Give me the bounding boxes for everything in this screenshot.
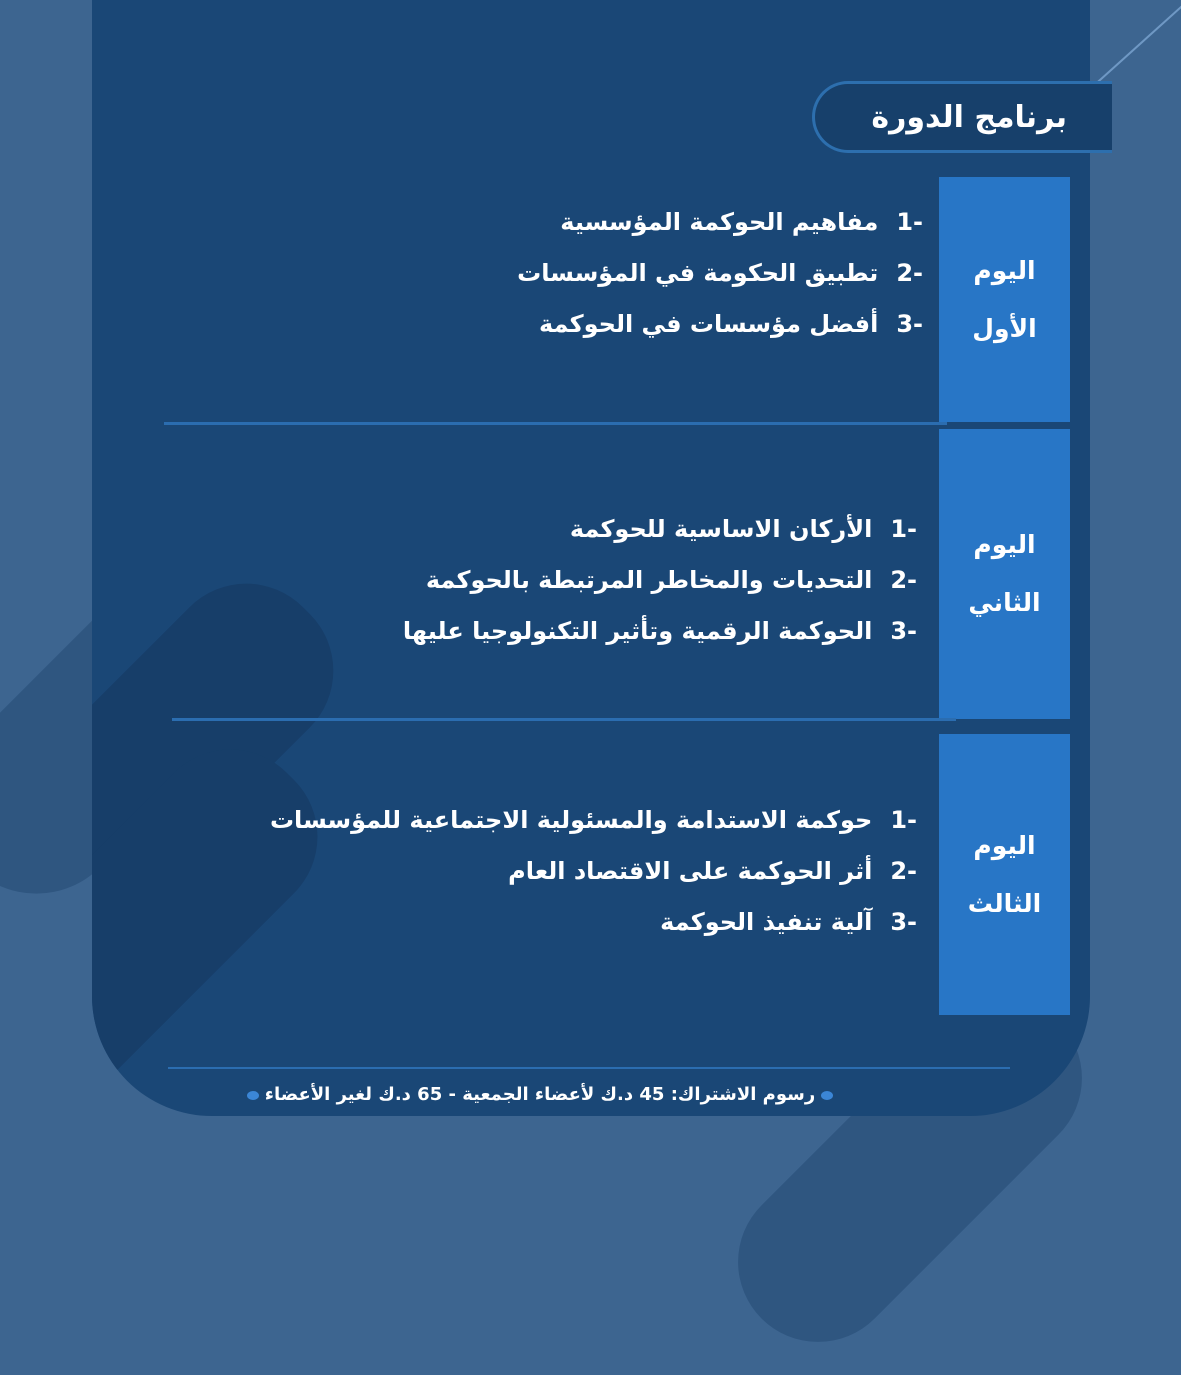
fees-footer <box>180 1078 900 1112</box>
day-topics-first <box>517 197 923 350</box>
bullet-dot-icon <box>821 1091 833 1100</box>
day-label-line2: الثاني <box>968 588 1041 617</box>
topic-item <box>270 846 917 897</box>
topic-text: حوكمة الاستدامة والمسئولية الاجتماعية للمؤسسات <box>269 806 873 834</box>
topic-number: -1 <box>896 208 923 236</box>
page-title: برنامج الدورة <box>871 100 1067 135</box>
day-topics-second <box>403 504 917 657</box>
topic-text: مفاهيم الحوكمة المؤسسية <box>560 208 879 236</box>
topic-text: الأركان الاساسية للحوكمة <box>569 515 873 543</box>
day-label-third <box>939 734 1070 1015</box>
topic-number: -2 <box>896 259 923 287</box>
day-label-line2: الثالث <box>967 888 1042 918</box>
topic-item <box>517 248 923 299</box>
day-label-line1: اليوم <box>973 530 1036 559</box>
topic-text: الحوكمة الرقمية وتأثير التكنولوجيا عليها <box>402 617 873 645</box>
topic-number: -1 <box>890 515 917 543</box>
topic-text: آلية تنفيذ الحوكمة <box>660 908 873 936</box>
topic-item <box>403 555 917 606</box>
topic-item <box>270 897 917 948</box>
topic-number: -2 <box>890 857 917 885</box>
topic-number: -3 <box>890 908 917 936</box>
topic-item <box>517 299 923 350</box>
topic-item <box>403 606 917 657</box>
day-label-second <box>939 429 1070 719</box>
topic-item <box>517 197 923 248</box>
day-label-first <box>939 177 1070 422</box>
topic-text: التحديات والمخاطر المرتبطة بالحوكمة <box>425 566 873 594</box>
topic-text: تطبيق الحكومة في المؤسسات <box>517 259 879 287</box>
topic-text: أثر الحوكمة على الاقتصاد العام <box>508 857 873 885</box>
topic-number: -2 <box>890 566 917 594</box>
topic-number: -3 <box>896 310 923 338</box>
day-label-line1: اليوم <box>973 255 1036 285</box>
section-divider <box>172 718 956 721</box>
topic-item <box>403 504 917 555</box>
topic-text: أفضل مؤسسات في الحوكمة <box>539 310 879 338</box>
topic-number: -1 <box>890 806 917 834</box>
day-topics-third <box>270 795 917 948</box>
footer-divider <box>168 1067 1010 1069</box>
topic-item <box>270 795 917 846</box>
fees-text: رسوم الاشتراك: 45 د.ك لأعضاء الجمعية - 65 د.ك لغير الأعضاء <box>264 1084 816 1105</box>
day-label-line1: اليوم <box>973 830 1036 860</box>
topic-number: -3 <box>890 617 917 645</box>
bullet-dot-icon <box>247 1091 259 1100</box>
day-label-line2: الأول <box>972 313 1037 343</box>
section-divider <box>164 422 947 425</box>
